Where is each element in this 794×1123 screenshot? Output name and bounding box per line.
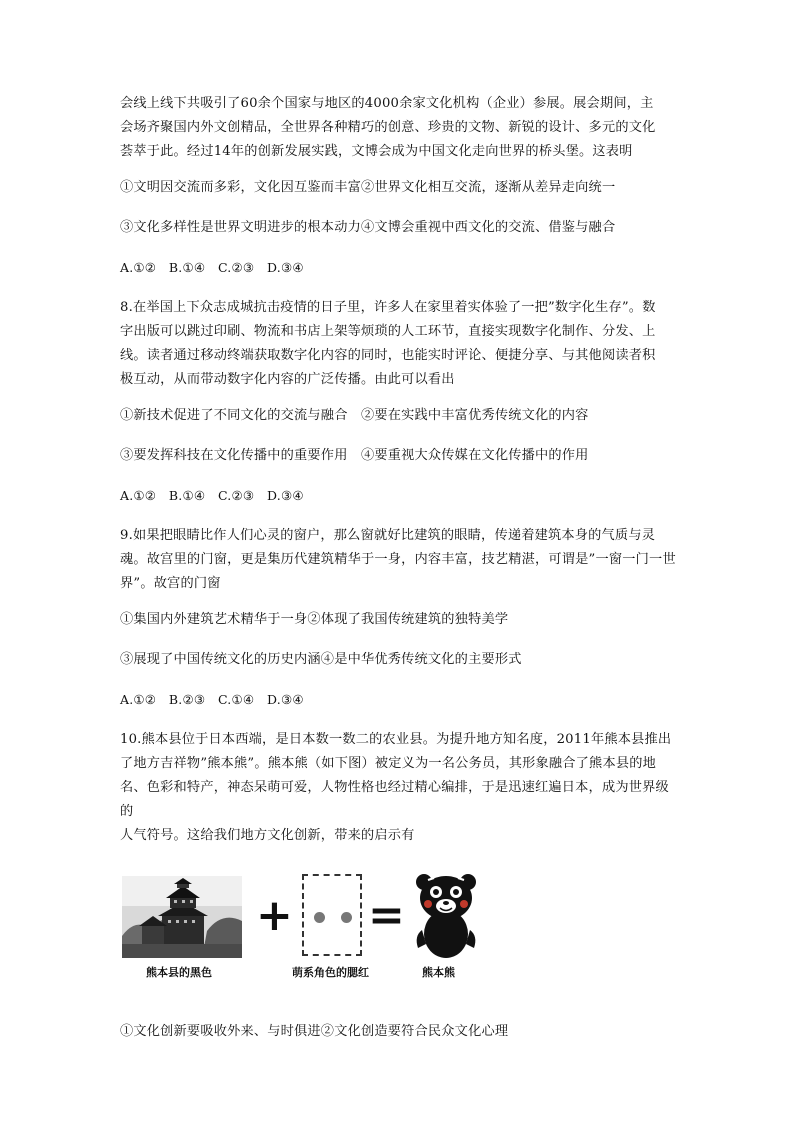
- question-10-stem: [120, 728, 680, 848]
- stem-line: 了地方吉祥物”熊本熊”。熊本熊（如下图）被定义为一名公务员，其形象融合了熊本县的地: [120, 756, 656, 771]
- stem-line: 会场齐聚国内外文创精品，全世界各种精巧的创意、珍贵的文物、新锐的设计、多元的文化: [120, 120, 656, 135]
- option-line: ①文明因交流而多彩，文化因互鉴而丰富②世界文化相互交流，逐渐从差异走向统一: [120, 180, 616, 195]
- kumamon-bear-image: [410, 870, 482, 960]
- question-8-stem: [120, 296, 680, 392]
- intro-stem: [120, 92, 680, 164]
- stem-line: 8.在举国上下众志成城抗击疫情的日子里，许多人在家里着实体验了一把”数字化生存”。数: [120, 300, 656, 315]
- answer-choices: A.①② B.①④ C.②③ D.③④: [120, 260, 304, 275]
- stem-line: 荟萃于此。经过14年的创新发展实践，文博会成为中国文化走向世界的桥头堡。这表明: [120, 144, 633, 159]
- stem-line: 字出版可以跳过印刷、物流和书店上架等烦琐的人工环节，直接实现数字化制作、分发、上: [120, 324, 656, 339]
- document-page: [120, 92, 680, 1060]
- stem-line: 界”。故宫的门窗: [120, 576, 221, 591]
- stem-line: 魂。故宫里的门窗，更是集历代建筑精华于一身，内容丰富，技艺精湛，可谓是”一窗一门一世: [120, 552, 676, 567]
- option-line: ①集国内外建筑艺术精华于一身②体现了我国传统建筑的独特美学: [120, 612, 509, 627]
- blush-dot-right: [341, 912, 352, 923]
- kumamon-figure: [120, 870, 680, 980]
- stem-line: 线。读者通过移动终端获取数字化内容的同时，也能实时评论、便捷分享、与其他阅读者积: [120, 348, 656, 363]
- option-line: ①文化创新要吸收外来、与时俱进②文化创造要符合民众文化心理: [120, 1024, 509, 1039]
- option-line: ①新技术促进了不同文化的交流与融合 ②要在实践中丰富优秀传统文化的内容: [120, 408, 589, 423]
- caption-right: 熊本熊: [422, 966, 455, 979]
- equals-sign: =: [368, 890, 405, 941]
- blush-box: [302, 874, 362, 956]
- caption-left: 熊本县的黑色: [146, 966, 212, 979]
- option-line: ③要发挥科技在文化传播中的重要作用 ④要重视大众传媒在文化传播中的作用: [120, 448, 589, 463]
- blush-dot-left: [314, 912, 325, 923]
- stem-line: 10.熊本县位于日本西端，是日本数一数二的农业县。为提升地方知名度，2011年熊本县推出: [120, 732, 672, 747]
- stem-line: 极互动，从而带动数字化内容的广泛传播。由此可以看出: [120, 372, 455, 387]
- stem-line: 9.如果把眼睛比作人们心灵的窗户，那么窗就好比建筑的眼睛，传递着建筑本身的气质与灵: [120, 528, 656, 543]
- plus-sign: +: [256, 890, 293, 941]
- answer-choices: A.①② B.②③ C.①④ D.③④: [120, 692, 304, 707]
- stem-line: 名、色彩和特产，神态呆萌可爱，人物性格也经过精心编排，于是迅速红遍日本，成为世界级的: [120, 780, 669, 819]
- question-9-stem: [120, 524, 680, 596]
- stem-line: 会线上线下共吸引了60余个国家与地区的4000余家文化机构（企业）参展。展会期间，主: [120, 96, 654, 111]
- caption-middle: 萌系角色的腮红: [292, 966, 369, 979]
- stem-line: 人气符号。这给我们地方文化创新，带来的启示有: [120, 828, 415, 843]
- option-line: ③文化多样性是世界文明进步的根本动力④文博会重视中西文化的交流、借鉴与融合: [120, 220, 616, 235]
- option-line: ③展现了中国传统文化的历史内涵④是中华优秀传统文化的主要形式: [120, 652, 522, 667]
- castle-image: [122, 876, 242, 958]
- answer-choices: A.①② B.①④ C.②③ D.③④: [120, 488, 304, 503]
